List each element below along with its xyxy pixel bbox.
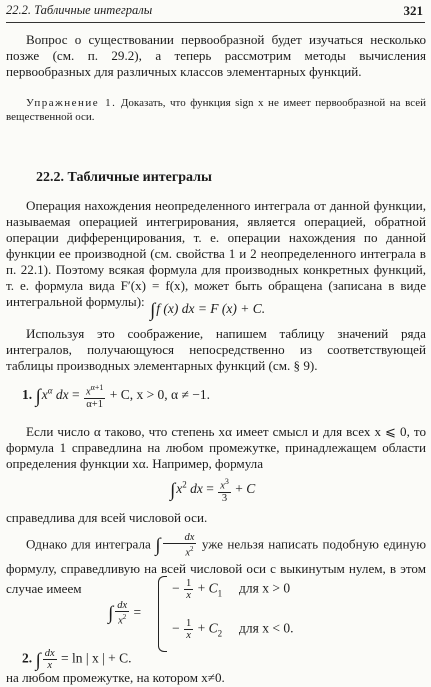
exercise-text: Доказать, что функция sign x не имеет первообразной на всей вещественной оси. [6, 97, 427, 123]
operation-paragraph: Операция нахождения неопределенного интеграла от данной функции, называемая операцией интегрирования, является операцией, обратной операции дифференцирования, т. е. операции нахождения по данной функции ее производной (см. свойства 1 и 2 неопределенного интеграла в п. 22.1). Поэтому всякая формула для производных конкретных функций, т. е. формула вида F′(x) = f(x), может быть обращена (записана в виде интегральной формулы): [6, 198, 426, 309]
intro-paragraph: Вопрос о существовании первообразной будет изучаться несколько позже (см. п. 29.2), а теперь рассмотрим методы вычисления первообразных для различных классов элементарных функций. [6, 32, 426, 79]
main-integral-formula [150, 300, 265, 322]
page-number: 321 [403, 3, 423, 18]
formula-2: 2. ∫ $\frac{dx}{x}$ = ln | x | + C. [22, 648, 132, 671]
case-2-condition: для x < 0. [239, 620, 294, 636]
piecewise-brace [158, 576, 167, 652]
integral-sign: ∫ [150, 300, 156, 321]
integral-sign: ∫ [35, 649, 41, 671]
case-1: − $\frac{1}{x}$ + $C_1$ для x > 0 [172, 578, 291, 601]
formula-1-conditions: + C, x > 0, α ≠ −1. [109, 386, 211, 402]
case-1-condition: для x > 0 [239, 580, 291, 596]
exercise-label: Упражнение 1. [26, 97, 117, 109]
case-2: − $\frac{1}{x}$ + $C_2$ для x < 0. [172, 618, 294, 641]
power-paragraph: Если число α таково, что степень xα имеет смысл и для всех x ⩽ 0, то формула 1 справедлина на любом промежутке, принадлежащем области определения функции xα. Например, формула [6, 424, 426, 471]
integral-sign: ∫ [35, 385, 41, 407]
main-formula-text: f (x) dx = F (x) + C. [156, 301, 266, 316]
formula-1-number: 1. [22, 386, 33, 402]
exercise-paragraph [6, 96, 426, 124]
formula-2-number: 2. [22, 650, 33, 666]
reciprocal-text-end: уже нельзя написать подобную единую формулу, справедливую на всей числовой оси с выкинутым нулем, в этом случае имеем [6, 536, 426, 596]
power-fraction: $\frac{x^{\alpha+1}}{\alpha+1}$ [85, 383, 104, 410]
integral-sign: ∫ [155, 535, 161, 557]
integral-sign: ∫ [108, 603, 114, 625]
reciprocal-text-start: Однако для интеграла [26, 536, 151, 552]
formula-2-rhs: = ln | x | + C. [61, 650, 132, 666]
real-axis-paragraph: справедлива для всей числовой оси. [6, 510, 208, 525]
running-title: 22.2. Табличные интегралы [6, 3, 153, 17]
section-title: 22.2. Табличные интегралы [36, 170, 212, 185]
header-rule [6, 22, 425, 23]
piecewise-lhs: ∫ $\frac{dx}{x^2}$ = [108, 600, 142, 627]
formula-1: 1. $\int x^\alpha$ dx = $\frac{x^{\alpha+1}}{\alpha+1}$ + C, x > 0, α ≠ −1. [22, 383, 211, 410]
dx-over-x2: $\frac{dx}{x^2}$ [163, 532, 197, 559]
integral-sign: ∫ [170, 479, 176, 501]
table-intro-paragraph: Используя это соображение, напишем таблицу значений ряда интегралов, получающуюся непосредственно из соответствующей таблицы производных элементарных функций (см. § 9). [6, 326, 426, 373]
x-squared-formula: $\int x^2$ dx = $\frac{x^3}{3}$ + C [170, 477, 256, 504]
final-line: на любом промежутке, на котором x≠0. [6, 670, 225, 685]
cube-fraction: $\frac{x^3}{3}$ [220, 477, 229, 504]
